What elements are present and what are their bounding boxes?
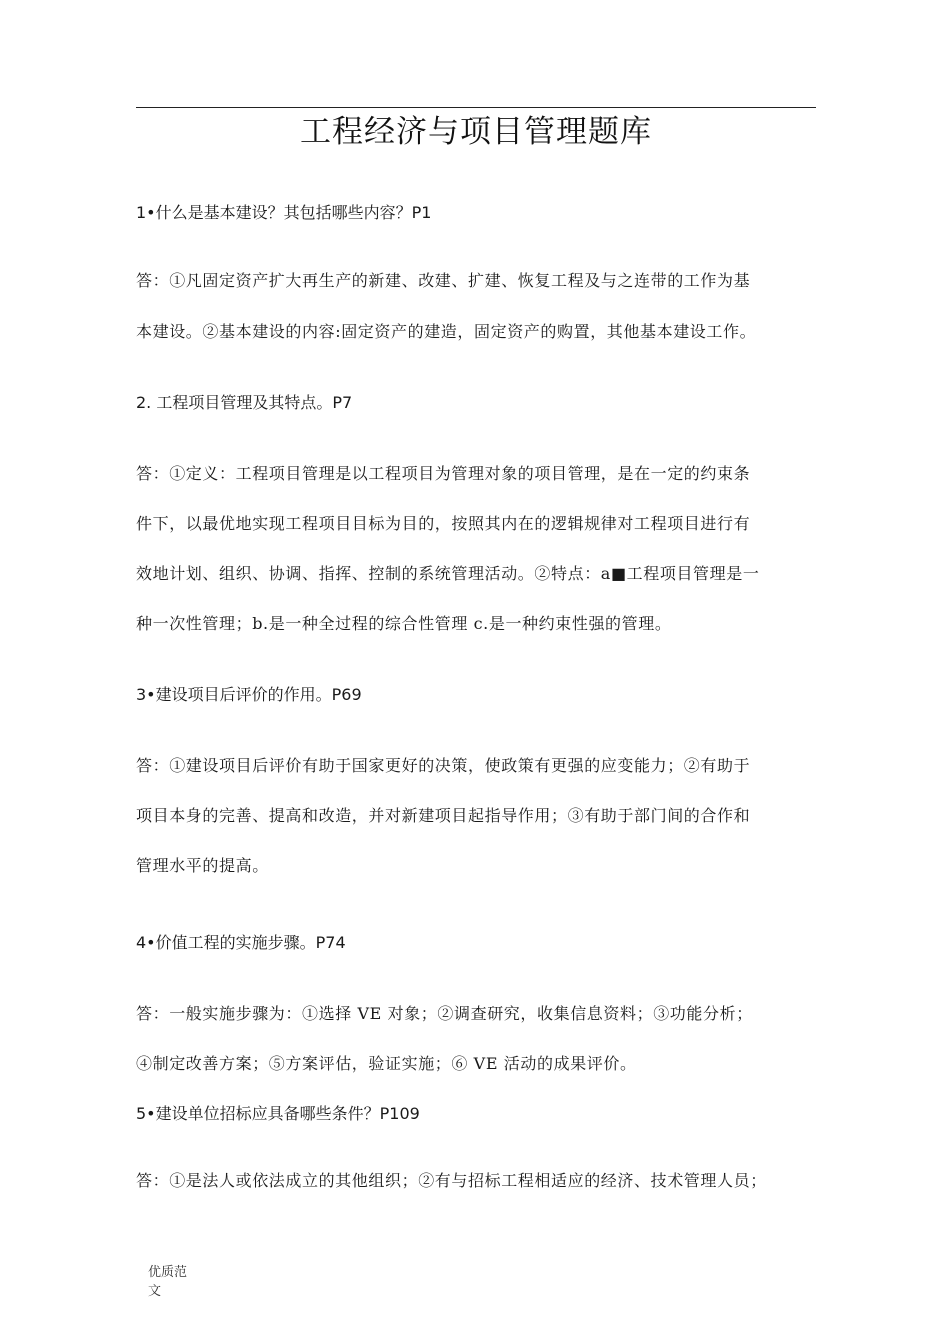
question-2: 2. 工程项目管理及其特点。P7	[136, 393, 353, 412]
answer-5-line-1: 答：①是法人或依法成立的其他组织；②有与招标工程相适应的经济、技术管理人员；	[136, 1171, 767, 1190]
footer-label-line-1: 优质范	[148, 1265, 188, 1280]
answer-3-line-1: 答：①建设项目后评价有助于国家更好的决策，使政策有更强的应变能力；②有助于	[136, 756, 751, 775]
answer-2-line-3: 效地计划、组织、协调、指挥、控制的系统管理活动。②特点：a■工程项目管理是一	[136, 564, 760, 583]
footer-label	[148, 1263, 208, 1301]
answer-2-line-1: 答：①定义：工程项目管理是以工程项目为管理对象的项目管理，是在一定的约束条	[136, 464, 751, 483]
question-3: 3•建设项目后评价的作用。P69	[136, 685, 362, 704]
answer-3-line-3: 管理水平的提高。	[136, 856, 269, 875]
answer-2-line-4: 种一次性管理；b.是一种全过程的综合性管理 c.是一种约束性强的管理。	[136, 614, 672, 633]
question-5: 5•建设单位招标应具备哪些条件？P109	[136, 1104, 420, 1123]
answer-1-line-2: 本建设。②基本建设的内容:固定资产的建造，固定资产的购置，其他基本建设工作。	[136, 322, 757, 341]
question-1: 1•什么是基本建设？其包括哪些内容？P1	[136, 203, 432, 222]
answer-4-line-2: ④制定改善方案；⑤方案评估，验证实施；⑥ VE 活动的成果评价。	[136, 1054, 637, 1073]
question-4: 4•价值工程的实施步骤。P74	[136, 933, 346, 952]
document-title: 工程经济与项目管理题库	[300, 114, 652, 150]
answer-3-line-2: 项目本身的完善、提高和改造，并对新建项目起指导作用；③有助于部门间的合作和	[136, 806, 751, 825]
header-rule	[136, 107, 816, 108]
answer-4-line-1: 答：一般实施步骤为：①选择 VE 对象；②调查研究，收集信息资料；③功能分析；	[136, 1004, 753, 1023]
footer-label-line-2: 文	[148, 1284, 162, 1299]
answer-1-line-1: 答：①凡固定资产扩大再生产的新建、改建、扩建、恢复工程及与之连带的工作为基	[136, 271, 751, 290]
answer-2-line-2: 件下，以最优地实现工程项目目标为目的，按照其内在的逻辑规律对工程项目进行有	[136, 514, 751, 533]
